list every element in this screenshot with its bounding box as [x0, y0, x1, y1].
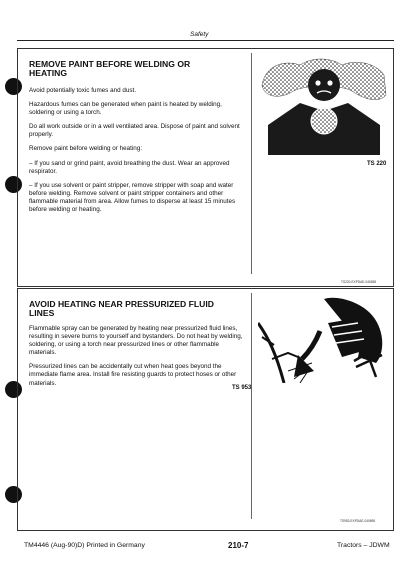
column-divider	[251, 293, 252, 519]
paragraph: Pressurized lines can be accidentally cut when heat goes beyond the immediate flame area. Install fire resisting guards to protect hoses or other materials.	[29, 363, 237, 387]
header-rule	[17, 40, 394, 41]
section-body	[29, 325, 244, 394]
footer-left: TM4446 (Aug-90)D) Printed in Germany	[24, 542, 145, 549]
reference-code: TS220-EXPDAE-040698	[341, 280, 377, 284]
paragraph: – If you use solvent or paint stripper, remove stripper with soap and water before welding. Remove solvent or paint stripper containers and other flammable material from area. Allow fumes to disperse at least 15 minutes before welding or heating.	[29, 181, 236, 214]
column-divider	[251, 53, 252, 274]
footer-page-number: 210-7	[228, 541, 249, 550]
section-body	[29, 87, 244, 220]
page-header: Safety	[190, 31, 209, 38]
section-title: REMOVE PAINT BEFORE WELDING OR HEATING	[29, 59, 191, 79]
section-remove-paint	[17, 48, 394, 287]
figure-label: TS 220	[367, 161, 387, 167]
paragraph: Hazardous fumes can be generated when paint is heated by welding, soldering or using a torch.	[29, 101, 222, 117]
figure-label: TS 953	[232, 385, 252, 391]
section-title: AVOID HEATING NEAR PRESSURIZED FLUID LINES	[29, 299, 214, 319]
paragraph: – If you sand or grind paint, avoid breathing the dust. Wear an approved respirator.	[29, 159, 230, 175]
paragraph: Do all work outside or in a well ventilated area. Dispose of paint and solvent properly.	[29, 123, 240, 139]
toxic-fumes-illustration-icon	[260, 55, 388, 155]
torch-pressurized-lines-illustration-icon	[258, 297, 390, 383]
paragraph: Remove paint before welding or heating:	[29, 145, 143, 153]
section-avoid-heating	[17, 288, 394, 531]
paragraph: Avoid potentially toxic fumes and dust.	[29, 87, 136, 94]
footer-right: Tractors – JDWM	[337, 542, 390, 549]
paragraph: Flammable spray can be generated by heating near pressurized fluid lines, resulting in severe burns to yourself and bystanders. Do not heat by welding, soldering, or using a torch near pressurized lines or other flammable materials.	[29, 325, 243, 357]
reference-code: TS953-EXPDAE-040698	[340, 519, 376, 523]
